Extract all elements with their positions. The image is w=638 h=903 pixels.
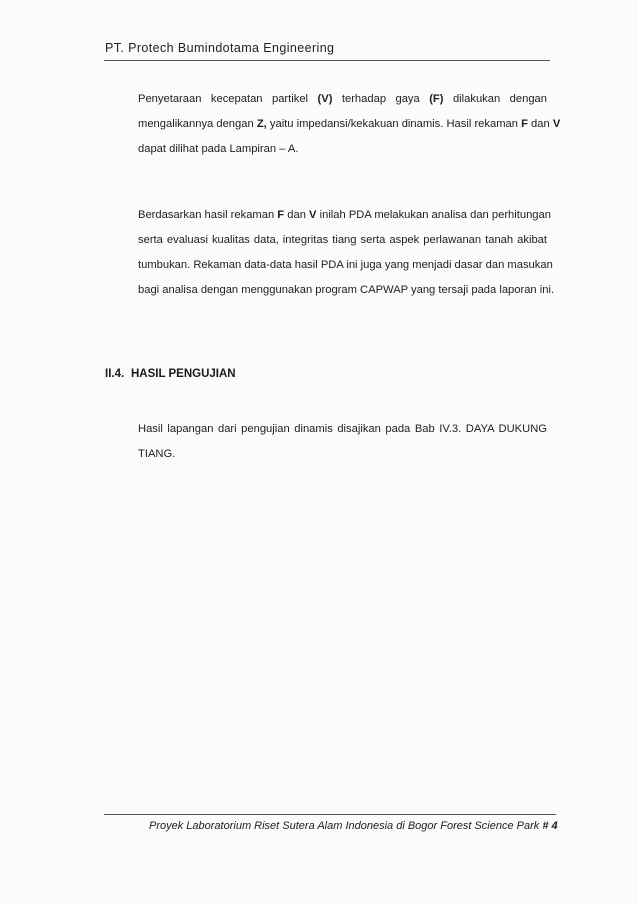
paragraph-line: TIANG. [138, 448, 176, 460]
section-heading [105, 368, 236, 380]
paragraph-line: Hasil lapangan dari pengujian dinamis disajikan pada Bab IV.3. DAYA DUKUNG [138, 423, 547, 435]
paragraph-pda-analysis [138, 203, 555, 303]
paragraph-line: Berdasarkan hasil rekaman F dan V inilah PDA melakukan analisa dan perhitungan [138, 209, 551, 221]
section-title: HASIL PENGUJIAN [131, 368, 236, 380]
footer-project-title: Proyek Laboratorium Riset Sutera Alam Indonesia di Bogor Forest Science Park [149, 820, 540, 832]
paragraph-line: serta evaluasi kualitas data, integritas tiang serta aspek perlawanan tanah akibat [138, 234, 547, 246]
paragraph-velocity-force [138, 87, 561, 162]
footer [149, 820, 558, 832]
paragraph-line: dapat dilihat pada Lampiran – A. [138, 143, 299, 155]
header-divider [104, 60, 550, 61]
paragraph-line: bagi analisa dengan menggunakan program CAPWAP yang tersaji pada laporan ini. [138, 284, 555, 296]
paragraph-line: Penyetaraan kecepatan partikel (V) terhadap gaya (F) dilakukan dengan [138, 93, 548, 105]
paragraph-line: mengalikannya dengan Z, yaitu impedansi/kekakuan dinamis. Hasil rekaman F dan V [138, 118, 561, 130]
page-number: # 4 [542, 820, 558, 832]
footer-divider [104, 814, 556, 815]
paragraph-line: tumbukan. Rekaman data-data hasil PDA ini juga yang menjadi dasar dan masukan [138, 259, 553, 271]
paragraph-test-results [138, 417, 547, 467]
header-company-name: PT. Protech Bumindotama Engineering [105, 41, 335, 55]
section-number: II.4. [105, 368, 125, 380]
